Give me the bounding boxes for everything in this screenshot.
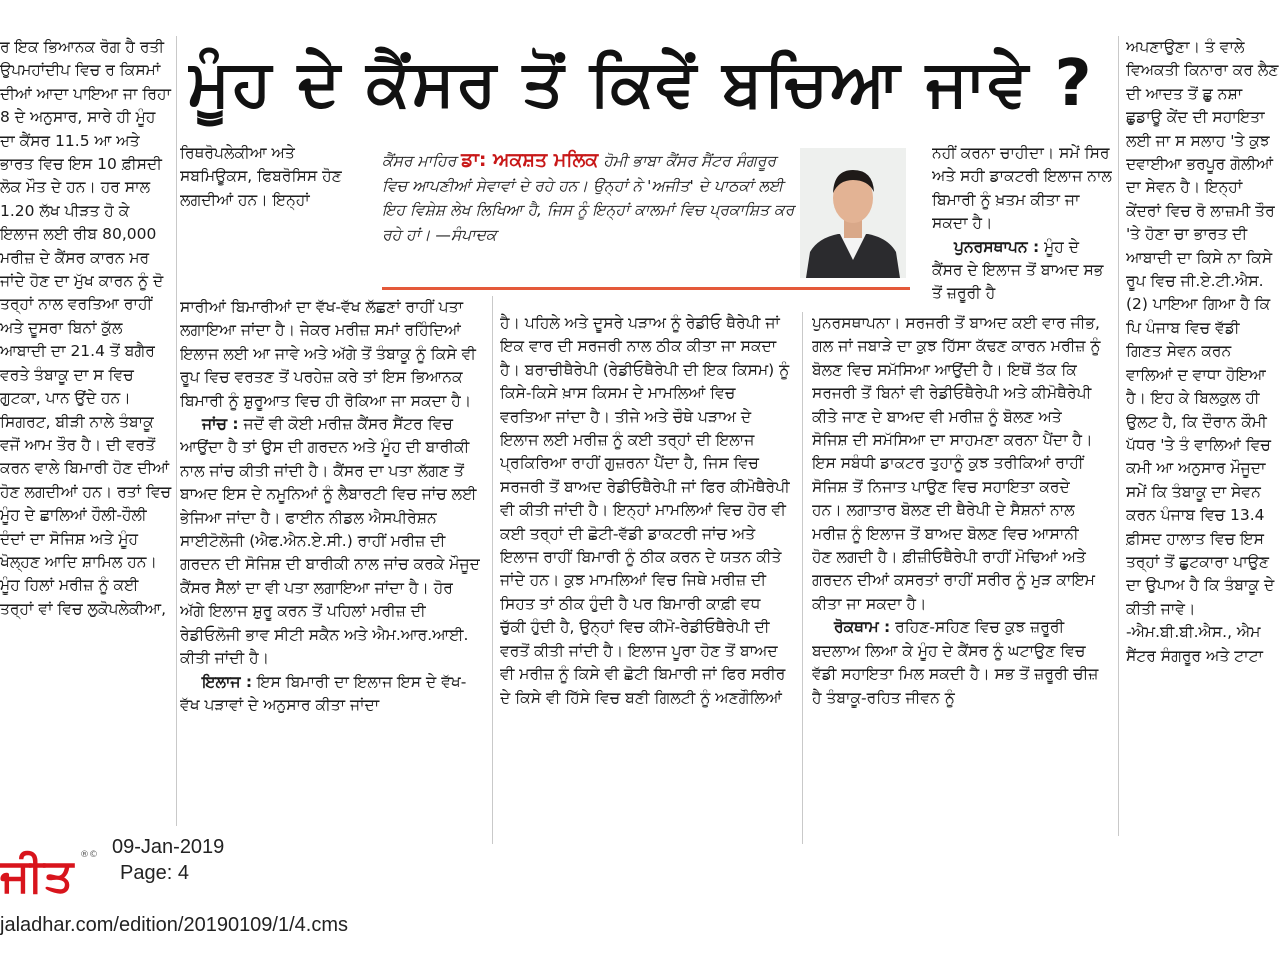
column-text: ਅਪਣਾਉਣਾ। ਤੰ ਵਾਲੇ ਵਿਅਕਤੀ ਕਿਨਾਰਾ ਕਰ ਲੈਣ ਦੀ ਆਦਤ ਤੋਂ ਛੁ ਨਸ਼ਾ ਛੁਡਾਊ ਕੇਂਦ ਦੀ ਸਹਾਇਤਾ ਲਈ ਜਾ ਸ ਸਲਾਹ 'ਤੇ ਕੁਝ ਦਵਾਈਆ ਭਰਪੂਰ ਗੋਲੀਆਂ ਦਾ ਸੇਵਨ ਹੈ। ਇਨ੍ਹਾਂ ਕੇਂਦਰਾਂ ਵਿਚ ਰੋ ਲਾਜ਼ਮੀ ਤੌਰ 'ਤੇ ਹੋਣਾ ਚਾ ਭਾਰਤ ਦੀ ਆਬਾਦੀ ਦਾ ਕਿਸੇ ਨਾ ਕਿਸੇ ਰੂਪ ਵਿਚ ਜੀ.ਏ.ਟੀ.ਐਸ. (2) ਪਾਇਆ ਗਿਆ ਹੈ ਕਿ ਪਿ ਪੰਜਾਬ ਵਿਚ ਵੱਡੀ ਗਿਣਤ ਸੇਵਨ ਕਰਨ ਵਾਲਿਆਂ ਦ ਵਾਧਾ ਹੋਇਆ ਹੈ। ਇਹ ਕੇ ਬਿਲਕੁਲ ਹੀ ਉਲਟ ਹੈ, ਕਿ ਦੌਰਾਨ ਕੌਮੀ ਪੱਧਰ 'ਤੇ ਤੰ ਵਾਲਿਆਂ ਵਿਚ ਕਮੀ ਆ ਅਨੁਸਾਰ ਮੌਜੂਦਾ ਸਮੇਂ ਕਿ ਤੰਬਾਕੂ ਦਾ ਸੇਵਨ ਕਰਨ ਪੰਜਾਬ ਵਿਚ 13.4 ਫ਼ੀਸਦ ਹਾਲਾਤ ਵਿਚ ਇਸ ਤਰ੍ਹਾਂ ਤੋਂ ਛੁਟਕਾਰਾ ਪਾਉਣ ਦਾ ਉਪਾਅ ਹੈ ਕਿ ਤੰਬਾਕੂ ਦੇ ਕੀਤੀ ਜਾਵੇ। -ਐਮ.ਬੀ.ਬੀ.ਐਸ., ਐਮ ਸੈਂਟਰ ਸੰਗਰੂਰ ਅਤੇ ਟਾਟਾ [1126,38,1279,665]
paragraph-text: ਜਦੋਂ ਵੀ ਕੋਈ ਮਰੀਜ਼ ਕੈਂਸਰ ਸੈਂਟਰ ਵਿਚ ਆਉਂਦਾ ਹੈ ਤਾਂ ਉਸ ਦੀ ਗਰਦਨ ਅਤੇ ਮੂੰਹ ਦੀ ਬਾਰੀਕੀ ਨਾਲ ਜਾਂਚ ਕੀਤੀ ਜਾਂਦੀ ਹੈ। ਕੈਂਸਰ ਦਾ ਪਤਾ ਲੱਗਣ ਤੋਂ ਬਾਅਦ ਇਸ ਦੇ ਨਮੂਨਿਆਂ ਨੂੰ ਲੈਬਾਰਟੀ ਵਿਚ ਜਾਂਚ ਲਈ ਭੇਜਿਆ ਜਾਂਦਾ ਹੈ। ਫਾਈਨ ਨੀਡਲ ਐਸਪੀਰੇਸ਼ਨ ਸਾਈਟੋਲੋਜੀ (ਐਫ.ਐਨ.ਏ.ਸੀ.) ਰਾਹੀਂ ਮਰੀਜ਼ ਦੀ ਗਰਦਨ ਦੀ ਸੋਜਿਸ਼ ਦੀ ਬਾਰੀਕੀ ਨਾਲ ਜਾਂਚ ਕਰਕੇ ਮੌਜੂਦ ਕੈਂਸਰ ਸੈੱਲਾਂ ਦਾ ਵੀ ਪਤਾ ਲਗਾਇਆ ਜਾਂਦਾ ਹੈ। ਹੋਰ ਅੱਗੇ ਇਲਾਜ ਸ਼ੁਰੂ ਕਰਨ ਤੋਂ ਪਹਿਲਾਂ ਮਰੀਜ਼ ਦੀ ਰੇਡੀਓਲੋਜੀ ਭਾਵ ਸੀਟੀ ਸਕੈਨ ਅਤੇ ਐਮ.ਆਰ.ਆਈ. ਕੀਤੀ ਜਾਂਦੀ ਹੈ। [180,415,480,668]
article-column-4 [812,312,1102,846]
intro-text: ਹੋਮੀ ਭਾਬਾ ਕੈਂਸਰ ਸੈਂਟਰ ਸੰਗਰੂਰ ਵਿਚ ਆਪਣੀਆਂ ਸੇਵਾਵਾਂ ਦੇ ਰਹੇ ਹਨ। ਉਨ੍ਹਾਂ ਨੇ 'ਅਜੀਤ' ਦੇ ਪਾਠਕਾਂ ਲਈ ਇਹ ਵਿਸ਼ੇਸ਼ ਲੇਖ ਲਿਖਿਆ ਹੈ, ਜਿਸ ਨੂੰ ਇਨ੍ਹਾਂ ਕਾਲਮਾਂ ਵਿਚ ਪ੍ਰਕਾਸ਼ਿਤ ਕਰ ਰਹੇ ਹਾਂ। —ਸੰਪਾਦਕ [382,152,795,244]
paragraph-text: ਰਹਿਣ-ਸਹਿਣ ਵਿਚ ਕੁਝ ਜ਼ਰੂਰੀ ਬਦਲਾਅ ਲਿਆ ਕੇ ਮੂੰਹ ਦੇ ਕੈਂਸਰ ਨੂੰ ਘਟਾਉਣ ਵਿਚ ਵੱਡੀ ਸਹਾਇਤਾ ਮਿਲ ਸਕਦੀ ਹੈ। ਸਭ ਤੋਂ ਜ਼ਰੂਰੀ ਚੀਜ਼ ਹੈ ਤੰਬਾਕੂ-ਰਹਿਤ ਜੀਵਨ ਨੂੰ [812,618,1099,707]
article-column-1 [0,36,172,796]
intro-lead: ਕੈਂਸਰ ਮਾਹਿਰ [382,152,462,170]
column-divider [802,312,803,844]
paragraph-prevention [812,616,1102,710]
edition-date: 09-Jan-2019 [112,836,225,858]
section-heading: ਇਲਾਜ : [202,672,253,691]
newspaper-logo: ਜੀਤ [0,848,74,902]
article-column-4-top [932,142,1112,312]
article-column-5 [1126,36,1280,836]
article-column-2-top [180,142,362,218]
column-divider [492,296,493,844]
paragraph-text: ਮੂੰਹ ਦੇ ਕੈਂਸਰ ਦੇ ਇਲਾਜ ਤੋਂ ਬਾਅਦ ਸਭ ਤੋਂ ਜ਼ਰੂਰੀ ਹੈ [932,237,1104,303]
intro-box [382,148,796,278]
author-name: ਡਾ: ਅਕਸ਼ਤ ਮਲਿਕ [461,149,599,171]
page-number: Page: 4 [120,862,189,884]
headline: ਮੂੰਹ ਦੇ ਕੈਂਸਰ ਤੋਂ ਕਿਵੇਂ ਬਚਿਆ ਜਾਵੇ ? [188,47,1094,121]
registered-mark: ®© [80,850,98,860]
column-divider [176,36,177,826]
paragraph-diagnosis [180,413,480,670]
paragraph-treatment [180,671,480,718]
article-column-3 [500,312,790,846]
paragraph-rehab [932,236,1112,306]
column-text: ਰ ਇਕ ਭਿਆਨਕ ਰੋਗ ਹੈ ਰਤੀ ਉਪਮਹਾਂਦੀਪ ਵਿਚ ਰ ਕਿਸਮਾਂ ਦੀਆਂ ਆਦਾ ਪਾਇਆ ਜਾ ਰਿਹਾ 8 ਦੇ ਅਨੁਸਾਰ, ਸਾਰੇ ਹੀ ਮੂੰਹ ਦਾ ਕੈਂਸਰ 11.5 ਆ ਅਤੇ ਭਾਰਤ ਵਿਚ ਇਸ 10 ਫ਼ੀਸਦੀ ਲੋਕ ਮੌਤ ਦੇ ਹਨ। ਹਰ ਸਾਲ 1.20 ਲੱਖ ਪੀੜਤ ਹੋ ਕੇ ਇਲਾਜ ਲਈ ਰੀਬ 80,000 ਮਰੀਜ਼ ਦੇ ਕੈਂਸਰ ਕਾਰਨ ਮਰ ਜਾਂਦੇ ਹੋਣ ਦਾ ਮੁੱਖ ਕਾਰਨ ਨੂੰ ਦੋ ਤਰ੍ਹਾਂ ਨਾਲ ਵਰਤਿਆ ਰਾਹੀਂ ਅਤੇ ਦੂਸਰਾ ਬਿਨਾਂ ਕੁੱਲ ਆਬਾਦੀ ਦਾ 21.4 ਤੋਂ ਬਗੈਰ ਵਰਤੇ ਤੰਬਾਕੂ ਦਾ ਸ ਵਿਚ ਗੁਟਕਾ, ਪਾਨ ਉਂਦੇ ਹਨ। ਸਿਗਰਟ, ਬੀੜੀ ਨਾਲੇ ਤੰਬਾਕੂ ਵਜੋਂ ਆਮ ਤੌਰ ਹੈ। ਦੀ ਵਰਤੋਂ ਕਰਨ ਵਾਲੇ ਬਿਮਾਰੀ ਹੋਣ ਦੀਆਂ ਹੋਣ ਲਗਦੀਆਂ ਹਨ। ਰਤਾਂ ਵਿਚ ਮੂੰਹ ਦੇ ਛਾਲਿਆਂ ਹੌਲੀ-ਹੌਲੀ ਦੰਦਾਂ ਦਾ ਸੋਜਿਸ਼ ਅਤੇ ਮੂੰਹ ਖੋਲ੍ਹਣ ਆਦਿ ਸ਼ਾਮਿਲ ਹਨ। ਮੂੰਹ ਹਿਲਾਂ ਮਰੀਜ਼ ਨੂੰ ਕਈ ਤਰ੍ਹਾਂ ਵਾਂ ਵਿਚ ਲੁਕੋਪਲੇਕੀਆ, [0,38,172,618]
column-text: ਨਹੀਂ ਕਰਨਾ ਚਾਹੀਦਾ। ਸਮੇਂ ਸਿਰ ਅਤੇ ਸਹੀ ਡਾਕਟਰੀ ਇਲਾਜ ਨਾਲ ਬਿਮਾਰੀ ਨੂੰ ਖ਼ਤਮ ਕੀਤਾ ਜਾ ਸਕਦਾ ਹੈ। [932,144,1112,233]
column-text: ਰਿਥਰੋਪਲੇਕੀਆ ਅਤੇ ਸਬਮਿਊਕਸ, ਫਿਬਰੋਸਿਸ ਹੋਣ ਲਗਦੀਆਂ ਹਨ। ਇਨ੍ਹਾਂ [180,144,342,209]
paragraph-text: ਇਸ ਬਿਮਾਰੀ ਦਾ ਇਲਾਜ ਇਸ ਦੇ ਵੱਖ-ਵੱਖ ਪੜਾਵਾਂ ਦੇ ਅਨੁਸਾਰ ਕੀਤਾ ਜਾਂਦਾ [180,672,467,714]
section-heading: ਰੋਕਥਾਮ : [834,618,891,637]
article-column-2 [180,296,480,844]
section-heading: ਪੁਨਰਸਥਾਪਨ : [954,237,1040,256]
intro-divider [382,287,910,290]
column-text: ਸਾਰੀਆਂ ਬਿਮਾਰੀਆਂ ਦਾ ਵੱਖ-ਵੱਖ ਲੱਛਣਾਂ ਰਾਹੀਂ ਪਤਾ ਲਗਾਇਆ ਜਾਂਦਾ ਹੈ। ਜੇਕਰ ਮਰੀਜ਼ ਸਮਾਂ ਰਹਿੰਦਿਆਂ ਇਲਾਜ ਲਈ ਆ ਜਾਵੇ ਅਤੇ ਅੱਗੇ ਤੋਂ ਤੰਬਾਕੂ ਨੂੰ ਕਿਸੇ ਵੀ ਰੂਪ ਵਿਚ ਵਰਤਣ ਤੋਂ ਪਰਹੇਜ਼ ਕਰੇ ਤਾਂ ਇਸ ਭਿਆਨਕ ਬਿਮਾਰੀ ਨੂੰ ਸ਼ੁਰੂਆਤ ਵਿਚ ਹੀ ਰੋਕਿਆ ਜਾ ਸਕਦਾ ਹੈ। [180,298,476,410]
section-heading: ਜਾਂਚ : [202,415,239,434]
author-photo [800,148,906,278]
column-text: ਪੁਨਰਸਥਾਪਨਾ। ਸਰਜਰੀ ਤੋਂ ਬਾਅਦ ਕਈ ਵਾਰ ਜੀਭ, ਗਲ ਜਾਂ ਜਬਾੜੇ ਦਾ ਕੁਝ ਹਿੱਸਾ ਕੱਢਣ ਕਾਰਨ ਮਰੀਜ਼ ਨੂੰ ਬੋਲਣ ਵਿਚ ਸਮੱਸਿਆ ਆਉਂਦੀ ਹੈ। ਇਥੋਂ ਤੱਕ ਕਿ ਸਰਜਰੀ ਤੋਂ ਬਿਨਾਂ ਵੀ ਰੇਡੀਓਥੈਰੇਪੀ ਅਤੇ ਕੀਮੋਥੈਰੇਪੀ ਕੀਤੇ ਜਾਣ ਦੇ ਬਾਅਦ ਵੀ ਮਰੀਜ਼ ਨੂੰ ਬੋਲਣ ਅਤੇ ਸੋਜਿਸ਼ ਦੀ ਸਮੱਸਿਆ ਦਾ ਸਾਹਮਣਾ ਕਰਨਾ ਪੈਂਦਾ ਹੈ। ਇਸ ਸਬੰਧੀ ਡਾਕਟਰ ਤੁਹਾਨੂੰ ਕੁਝ ਤਰੀਕਿਆਂ ਰਾਹੀਂ ਸੋਜਿਸ਼ ਤੋਂ ਨਿਜਾਤ ਪਾਉਣ ਵਿਚ ਸਹਾਇਤਾ ਕਰਦੇ ਹਨ। ਲਗਾਤਾਰ ਬੋਲਣ ਦੀ ਥੈਰੇਪੀ ਦੇ ਸੈਸ਼ਨਾਂ ਨਾਲ ਮਰੀਜ਼ ਨੂੰ ਇਲਾਜ ਤੋਂ ਬਾਅਦ ਬੋਲਣ ਵਿਚ ਆਸਾਨੀ ਹੋਣ ਲਗਦੀ ਹੈ। ਫ਼ੀਜ਼ੀਓਥੈਰੇਪੀ ਰਾਹੀਂ ਮੋਢਿਆਂ ਅਤੇ ਗਰਦਨ ਦੀਆਂ ਕਸਰਤਾਂ ਰਾਹੀਂ ਸਰੀਰ ਨੂੰ ਮੁੜ ਕਾਇਮ ਕੀਤਾ ਜਾ ਸਕਦਾ ਹੈ। [812,314,1101,613]
edition-url[interactable]: jaladhar.com/edition/20190109/1/4.cms [0,914,349,936]
column-divider [1118,36,1119,836]
column-text: ਹੈ। ਪਹਿਲੇ ਅਤੇ ਦੂਸਰੇ ਪੜਾਅ ਨੂੰ ਰੇਡੀਓ ਥੈਰੇਪੀ ਜਾਂ ਇਕ ਵਾਰ ਦੀ ਸਰਜਰੀ ਨਾਲ ਠੀਕ ਕੀਤਾ ਜਾ ਸਕਦਾ ਹੈ। ਬਰਾਚੀਥੈਰੇਪੀ (ਰੇਡੀਓਥੈਰੇਪੀ ਦੀ ਇਕ ਕਿਸਮ) ਨੂੰ ਕਿਸੇ-ਕਿਸੇ ਖ਼ਾਸ ਕਿਸਮ ਦੇ ਮਾਮਲਿਆਂ ਵਿਚ ਵਰਤਿਆ ਜਾਂਦਾ ਹੈ। ਤੀਜੇ ਅਤੇ ਚੌਥੇ ਪੜਾਅ ਦੇ ਇਲਾਜ ਲਈ ਮਰੀਜ਼ ਨੂੰ ਕਈ ਤਰ੍ਹਾਂ ਦੀ ਇਲਾਜ ਪ੍ਰਕਿਰਿਆ ਰਾਹੀਂ ਗੁਜ਼ਰਨਾ ਪੈਂਦਾ ਹੈ, ਜਿਸ ਵਿਚ ਸਰਜਰੀ ਤੋਂ ਬਾਅਦ ਰੇਡੀਓਥੈਰੇਪੀ ਜਾਂ ਫਿਰ ਕੀਮੋਥੈਰੇਪੀ ਵੀ ਕੀਤੀ ਜਾਂਦੀ ਹੈ। ਇਨ੍ਹਾਂ ਮਾਮਲਿਆਂ ਵਿਚ ਹੋਰ ਵੀ ਕਈ ਤਰ੍ਹਾਂ ਦੀ ਛੋਟੀ-ਵੱਡੀ ਡਾਕਟਰੀ ਜਾਂਚ ਅਤੇ ਇਲਾਜ ਰਾਹੀਂ ਬਿਮਾਰੀ ਨੂੰ ਠੀਕ ਕਰਨ ਦੇ ਯਤਨ ਕੀਤੇ ਜਾਂਦੇ ਹਨ। ਕੁਝ ਮਾਮਲਿਆਂ ਵਿਚ ਜਿਥੇ ਮਰੀਜ਼ ਦੀ ਸਿਹਤ ਤਾਂ ਠੀਕ ਹੁੰਦੀ ਹੈ ਪਰ ਬਿਮਾਰੀ ਕਾਫ਼ੀ ਵਧ ਚੁੱਕੀ ਹੁੰਦੀ ਹੈ, ਉਨ੍ਹਾਂ ਵਿਚ ਕੀਮੋ-ਰੇਡੀਓਥੈਰੇਪੀ ਦੀ ਵਰਤੋਂ ਕੀਤੀ ਜਾਂਦੀ ਹੈ। ਇਲਾਜ ਪੂਰਾ ਹੋਣ ਤੋਂ ਬਾਅਦ ਵੀ ਮਰੀਜ਼ ਨੂੰ ਕਿਸੇ ਵੀ ਛੋਟੀ ਬਿਮਾਰੀ ਜਾਂ ਫਿਰ ਸਰੀਰ ਦੇ ਕਿਸੇ ਵੀ ਹਿੱਸੇ ਵਿਚ ਬਣੀ ਗਿਲਟੀ ਨੂੰ ਅਣਗੌਲਿਆਂ [500,314,790,707]
author-portrait-icon [800,148,906,278]
